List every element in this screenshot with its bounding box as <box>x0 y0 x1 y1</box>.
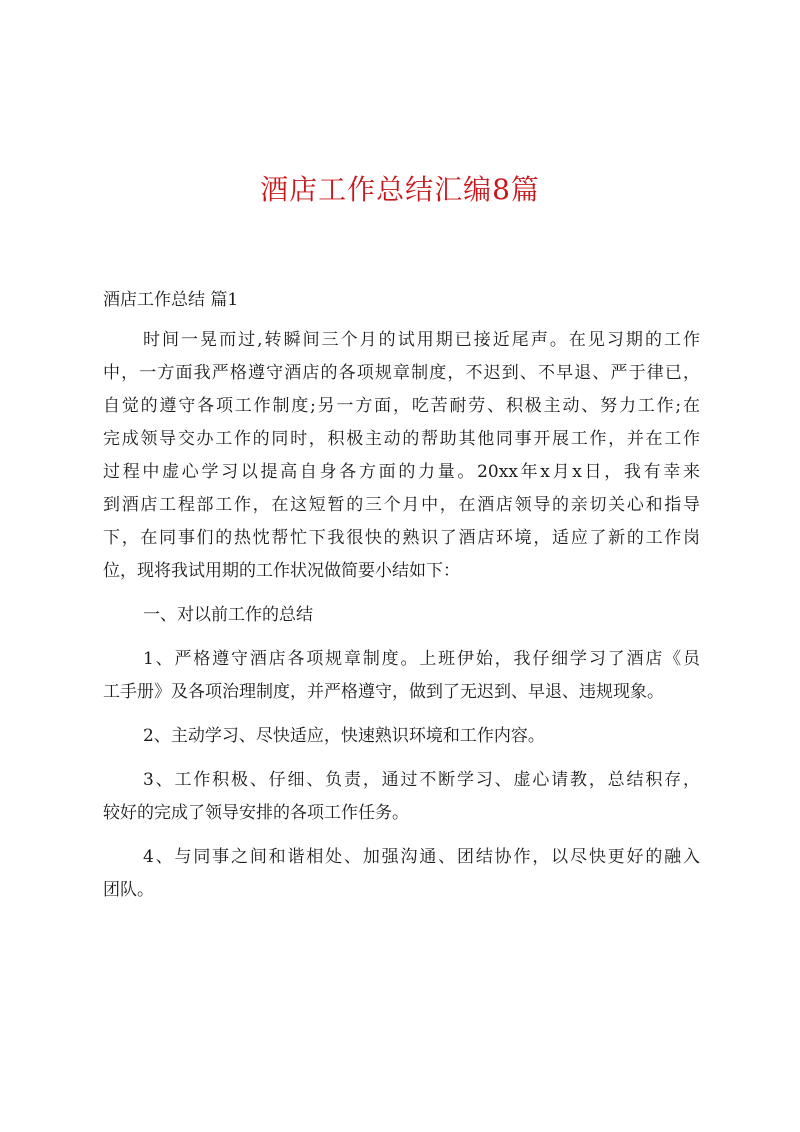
text-line: 位，现将我试用期的工作状况做简要小结如下： <box>103 561 460 581</box>
text-line: 3、工作积极、仔细、负责，通过不断学习、虚心请教，总结积存， <box>143 770 700 790</box>
paragraph-item-4 <box>103 841 700 907</box>
paragraph-item-3 <box>103 764 700 830</box>
text-line: 到酒店工程部工作，在这短暂的三个月中，在酒店领导的亲切关心和指导 <box>103 495 700 515</box>
document-body <box>103 324 700 918</box>
text-line: 完成领导交办工作的同时，积极主动的帮助其他同事开展工作，并在工作 <box>103 429 700 449</box>
paragraph-item-1 <box>103 643 700 709</box>
text-line: 自觉的遵守各项工作制度;另一方面，吃苦耐劳、积极主动、努力工作;在 <box>103 396 700 416</box>
paragraph-item-2 <box>103 720 700 753</box>
text-line: 4、与同事之间和谐相处、加强沟通、团结协作，以尽快更好的融入 <box>143 847 700 867</box>
text-line: 时间一晃而过,转瞬间三个月的试用期已接近尾声。在见习期的工作 <box>143 330 700 350</box>
paragraph-section-one-heading <box>103 599 700 632</box>
text-line: 团队。 <box>103 880 154 900</box>
document-title: 酒店工作总结汇编8篇 <box>260 173 540 206</box>
paragraph-intro <box>103 324 700 588</box>
text-line: 中，一方面我严格遵守酒店的各项规章制度，不迟到、不早退、严于律已， <box>103 363 700 383</box>
text-line: 1、严格遵守酒店各项规章制度。上班伊始，我仔细学习了酒店《员 <box>143 649 700 669</box>
text-line: 过程中虚心学习以提高自身各方面的力量。20xx年x月x日，我有幸来 <box>103 462 700 482</box>
text-line: 工手册》及各项治理制度，并严格遵守，做到了无迟到、早退、违规现象。 <box>103 682 664 702</box>
section-heading: 酒店工作总结 篇1 <box>103 290 239 310</box>
text-line: 一、对以前工作的总结 <box>143 605 313 625</box>
text-line: 2、主动学习、尽快适应，快速熟识环境和工作内容。 <box>143 726 545 746</box>
text-line: 下，在同事们的热忱帮忙下我很快的熟识了酒店环境，适应了新的工作岗 <box>103 528 700 548</box>
text-line: 较好的完成了领导安排的各项工作任务。 <box>103 803 409 823</box>
